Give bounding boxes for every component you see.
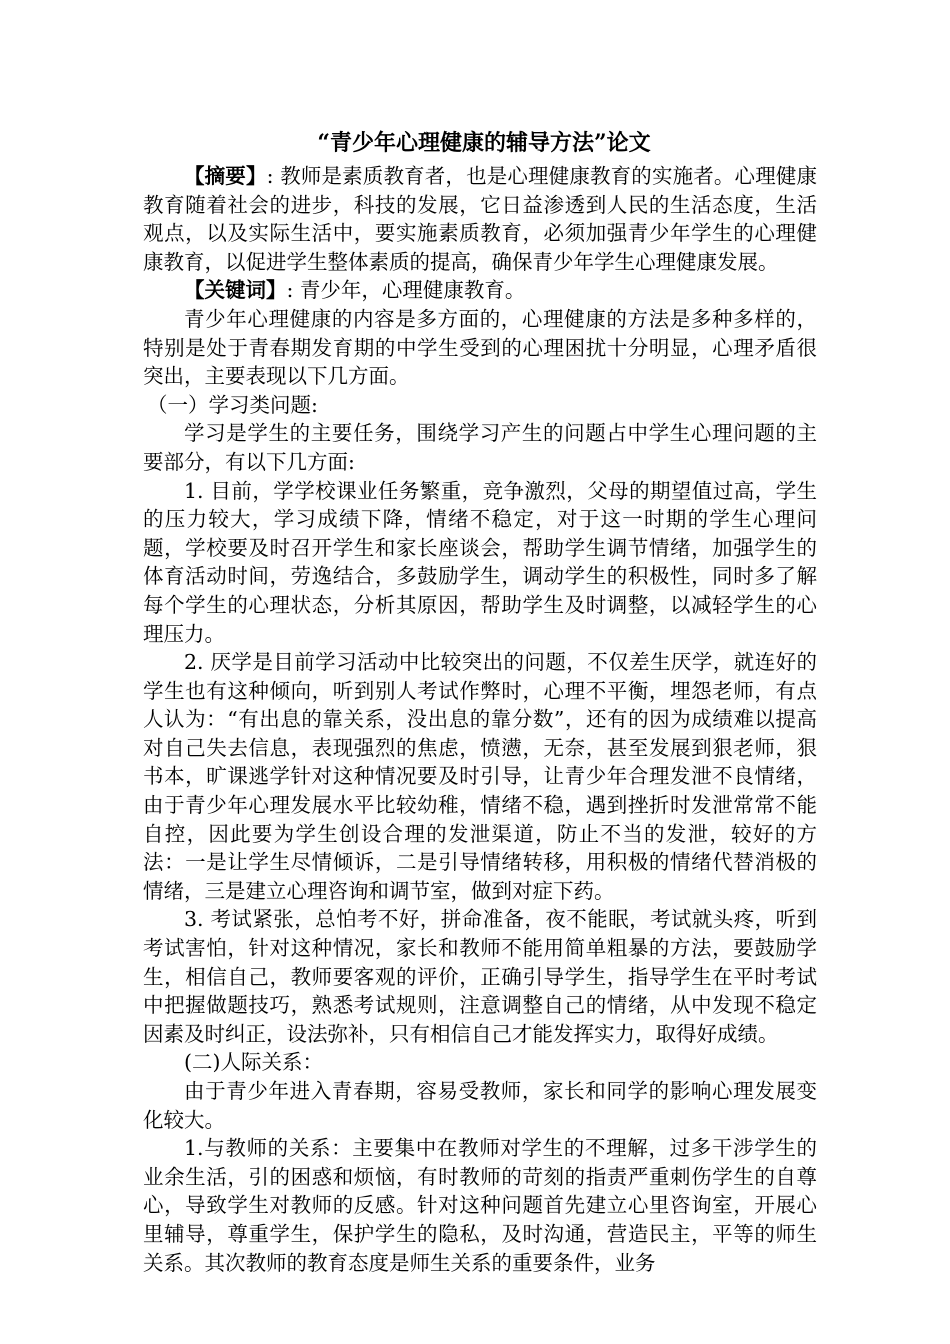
list-item-3: 3. 考试紧张，总怕考不好，拼命准备，夜不能眠，考试就头疼，听到考试害怕，针对这种情况，家长和教师不能用简单粗暴的方法，要鼓励学生，相信自己，教师要客观的评价，正确引导学生，指导学生在平时考试中把握做题技巧，熟悉考试规则，注意调整自己的情绪，从中发现不稳定因素及时纠正，设法弥补，只有相信自己才能发挥实力，取得好成绩。 [143,907,817,1046]
keywords-label: 【关键词】 [184,278,287,303]
keywords-paragraph [143,276,817,305]
document-page [143,128,817,1277]
intro-paragraph: 青少年心理健康的内容是多方面的，心理健康的方法是多种多样的，特别是处于青春期发育期的中学生受到的心理困扰十分明显，心理矛盾很突出，主要表现以下几方面。 [143,306,817,389]
keywords-text: : 青少年，心理健康教育。 [286,278,526,303]
section-heading-learning: （一）学习类问题: [147,392,318,417]
section-intro-relations: 由于青少年进入青春期，容易受教师，家长和同学的影响心理发展变化较大。 [143,1079,817,1132]
list-item-teacher-relations: 1.与教师的关系：主要集中在教师对学生的不理解，过多干涉学生的业余生活，引的困惑和烦恼，有时教师的苛刻的指责严重刺伤学生的自尊心，导致学生对教师的反感。针对这种问题首先建立心里咨询室，开展心里辅导，尊重学生，保护学生的隐私，及时沟通，营造民主，平等的师生关系。其次教师的教育态度是师生关系的重要条件，业务 [143,1136,817,1275]
abstract-paragraph [143,162,817,276]
section-heading-relations: (二)人际关系： [184,1050,323,1075]
abstract-label: 【摘要】 [184,164,267,188]
abstract-text: : 教师是素质教育者，也是心理健康教育的实施者。心理健康教育随着社会的进步，科技的发展，它日益渗透到人民的生活态度，生活观点，以及实际生活中，要实施素质教育，必须加强青少年学生的心理健康教育，以促进学生整体素质的提高，确保青少年学生心理健康发展。 [143,164,818,274]
document-title: “青少年心理健康的辅导方法”论文 [317,130,651,156]
list-item-1: 1. 目前，学学校课业任务繁重，竞争激烈，父母的期望值过高，学生的压力较大，学习成绩下降，情绪不稳定，对于这一时期的学生心理问题，学校要及时召开学生和家长座谈会，帮助学生调节情绪，加强学生的体育活动时间，劳逸结合，多鼓励学生，调动学生的积极性，同时多了解每个学生的心理状态，分析其原因，帮助学生及时调整，以减轻学生的心理压力。 [143,478,817,646]
section-intro-learning: 学习是学生的主要任务，围绕学习产生的问题占中学生心理问题的主要部分，有以下几方面: [143,421,817,474]
list-item-2: 2. 厌学是目前学习活动中比较突出的问题，不仅差生厌学，就连好的学生也有这种倾向，听到别人考试作弊时，心理不平衡，埋怨老师，有点人认为：“有出息的靠关系，没出息的靠分数”，还有的因为成绩难以提高对自己失去信息，表现强烈的焦虑，愤懑，无奈，甚至发展到狠老师，狠书本，旷课逃学针对这种情况要及时引导，让青少年合理发泄不良情绪，由于青少年心理发展水平比较幼稚，情绪不稳，遇到挫折时发泄常常不能自控，因此要为学生创设合理的发泄渠道，防止不当的发泄，较好的方法：一是让学生尽情倾诉，二是引导情绪转移，用积极的情绪代替消极的情绪，三是建立心理咨询和调节室，做到对症下药。 [143,650,817,903]
